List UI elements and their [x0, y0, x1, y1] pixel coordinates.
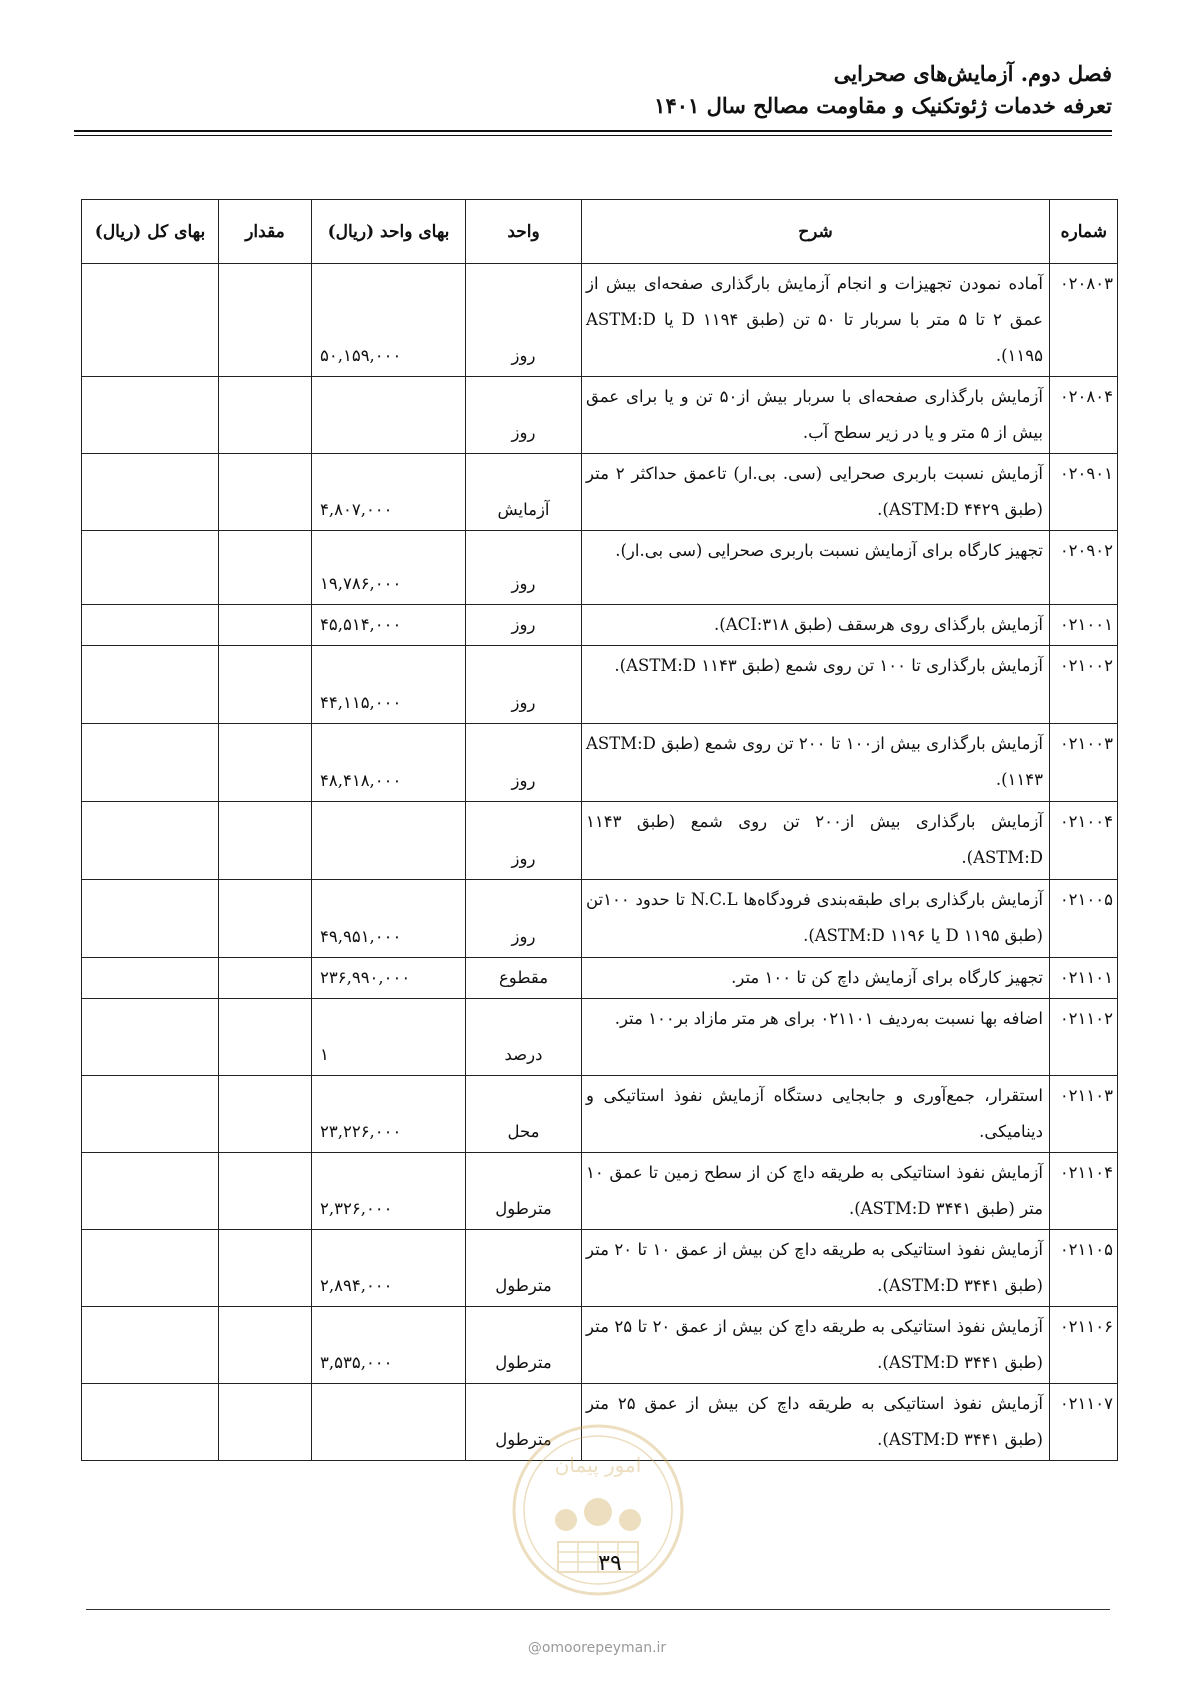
- row-quantity: [219, 724, 312, 802]
- row-code: ۰۲۱۱۰۲: [1050, 999, 1118, 1076]
- footer-rule: [86, 1609, 1110, 1610]
- row-code: ۰۲۱۱۰۷: [1050, 1384, 1118, 1461]
- row-description: آزمایش نفوذ استاتیکی به طریقه داچ کن بیش از عمق ۱۰ تا ۲۰ متر (طبق ASTM:D ۳۴۴۱).: [582, 1230, 1050, 1307]
- row-unit-price: ۲۳۶,۹۹۰,۰۰۰: [312, 958, 466, 999]
- row-quantity: [219, 802, 312, 880]
- row-unit-price: ۱۹,۷۸۶,۰۰۰: [312, 531, 466, 605]
- row-unit: روز: [466, 802, 582, 880]
- row-total-price: [82, 1307, 219, 1384]
- row-unit: آزمایش: [466, 454, 582, 531]
- row-code: ۰۲۰۸۰۳: [1050, 264, 1118, 377]
- table-row: [82, 264, 1118, 377]
- row-quantity: [219, 880, 312, 958]
- row-code: ۰۲۱۰۰۳: [1050, 724, 1118, 802]
- row-unit: مترطول: [466, 1153, 582, 1230]
- row-quantity: [219, 646, 312, 724]
- table-row: [82, 724, 1118, 802]
- page-number: ۳۹: [598, 1551, 622, 1576]
- row-quantity: [219, 1153, 312, 1230]
- header-rule: [74, 130, 1112, 132]
- row-total-price: [82, 999, 219, 1076]
- row-unit-price: ۲,۳۲۶,۰۰۰: [312, 1153, 466, 1230]
- row-quantity: [219, 454, 312, 531]
- col-header-unit-price: بهای واحد (ریال): [312, 200, 466, 264]
- table-header-row: [82, 200, 1118, 264]
- table-row: [82, 605, 1118, 646]
- row-unit-price: ۲۳,۲۲۶,۰۰۰: [312, 1076, 466, 1153]
- row-unit: مترطول: [466, 1307, 582, 1384]
- col-header-code: شماره: [1050, 200, 1118, 264]
- row-description: تجهیز کارگاه برای آزمایش داچ کن تا ۱۰۰ متر.: [582, 958, 1050, 999]
- table-row: [82, 454, 1118, 531]
- row-code: ۰۲۱۱۰۱: [1050, 958, 1118, 999]
- row-total-price: [82, 1076, 219, 1153]
- row-total-price: [82, 1384, 219, 1461]
- row-quantity: [219, 1076, 312, 1153]
- row-total-price: [82, 646, 219, 724]
- row-unit-price: ۵۰,۱۵۹,۰۰۰: [312, 264, 466, 377]
- tariff-table: [81, 199, 1118, 1461]
- row-unit: مقطوع: [466, 958, 582, 999]
- row-quantity: [219, 1230, 312, 1307]
- row-code: ۰۲۱۰۰۲: [1050, 646, 1118, 724]
- website-watermark: @omoorepeyman.ir: [527, 1640, 667, 1656]
- row-unit-price: ۱: [312, 999, 466, 1076]
- table-row: [82, 377, 1118, 454]
- row-unit-price: [312, 802, 466, 880]
- row-unit-price: ۴۹,۹۵۱,۰۰۰: [312, 880, 466, 958]
- row-unit-price: ۴۵,۵۱۴,۰۰۰: [312, 605, 466, 646]
- row-description: آزمایش بارگذاری برای طبقه‌بندی فرودگاه‌ها N.C.L تا حدود ۱۰۰تن (طبق ۱۱۹۵ D یا ۱۱۹۶ ASTM:D).: [582, 880, 1050, 958]
- row-unit: روز: [466, 646, 582, 724]
- row-unit: روز: [466, 605, 582, 646]
- row-code: ۰۲۱۰۰۱: [1050, 605, 1118, 646]
- table-row: [82, 880, 1118, 958]
- row-unit: روز: [466, 724, 582, 802]
- row-code: ۰۲۰۹۰۲: [1050, 531, 1118, 605]
- row-total-price: [82, 605, 219, 646]
- row-code: ۰۲۰۸۰۴: [1050, 377, 1118, 454]
- col-header-quantity: مقدار: [219, 200, 312, 264]
- row-unit: روز: [466, 264, 582, 377]
- row-unit: محل: [466, 1076, 582, 1153]
- row-code: ۰۲۰۹۰۱: [1050, 454, 1118, 531]
- row-unit: روز: [466, 531, 582, 605]
- row-code: ۰۲۱۱۰۴: [1050, 1153, 1118, 1230]
- row-quantity: [219, 999, 312, 1076]
- row-code: ۰۲۱۱۰۵: [1050, 1230, 1118, 1307]
- row-unit: روز: [466, 880, 582, 958]
- page-header: [654, 58, 1112, 122]
- row-total-price: [82, 264, 219, 377]
- row-code: ۰۲۱۰۰۴: [1050, 802, 1118, 880]
- row-total-price: [82, 880, 219, 958]
- row-description: آماده نمودن تجهیزات و انجام آزمایش بارگذاری صفحه‌ای بیش از عمق ۲ تا ۵ متر با سربار تا ۵۰ تن (طبق ۱۱۹۴ D یا ASTM:D ۱۱۹۵).: [582, 264, 1050, 377]
- row-total-price: [82, 958, 219, 999]
- table-row: [82, 999, 1118, 1076]
- table-row: [82, 1307, 1118, 1384]
- row-total-price: [82, 1230, 219, 1307]
- col-header-unit: واحد: [466, 200, 582, 264]
- table-row: [82, 1076, 1118, 1153]
- table-row: [82, 1230, 1118, 1307]
- row-unit-price: ۴۴,۱۱۵,۰۰۰: [312, 646, 466, 724]
- row-unit: روز: [466, 377, 582, 454]
- row-total-price: [82, 802, 219, 880]
- row-description: آزمایش نفوذ استاتیکی به طریقه داچ کن از سطح زمین تا عمق ۱۰ متر (طبق ASTM:D ۳۴۴۱).: [582, 1153, 1050, 1230]
- seal-text: امور پیمان: [554, 1453, 642, 1477]
- row-quantity: [219, 377, 312, 454]
- document-title: تعرفه خدمات ژئوتکنیک و مقاومت مصالح سال ۱۴۰۱: [654, 93, 1112, 118]
- table-row: [82, 1153, 1118, 1230]
- row-total-price: [82, 454, 219, 531]
- table-row: [82, 958, 1118, 999]
- row-unit: مترطول: [466, 1384, 582, 1461]
- row-description: آزمایش بارگذای روی هرسقف (طبق ACI:۳۱۸).: [582, 605, 1050, 646]
- row-unit-price: ۳,۵۳۵,۰۰۰: [312, 1307, 466, 1384]
- row-description: آزمایش بارگذاری بیش از۱۰۰ تا ۲۰۰ تن روی شمع (طبق ASTM:D ۱۱۴۳).: [582, 724, 1050, 802]
- row-unit: درصد: [466, 999, 582, 1076]
- row-unit-price: ۴,۸۰۷,۰۰۰: [312, 454, 466, 531]
- table-row: [82, 531, 1118, 605]
- row-description: استقرار، جمع‌آوری و جابجایی دستگاه آزمایش نفوذ استاتیکی و دینامیکی.: [582, 1076, 1050, 1153]
- table-row: [82, 646, 1118, 724]
- row-total-price: [82, 1153, 219, 1230]
- row-unit-price: [312, 1384, 466, 1461]
- row-quantity: [219, 531, 312, 605]
- row-description: آزمایش بارگذاری تا ۱۰۰ تن روی شمع (طبق ۱۱۴۳ ASTM:D).: [582, 646, 1050, 724]
- row-description: تجهیز کارگاه برای آزمایش نسبت باربری صحرایی (سی بی.ار).: [582, 531, 1050, 605]
- row-description: آزمایش نفوذ استاتیکی به طریقه داچ کن بیش از عمق ۲۰ تا ۲۵ متر (طبق ASTM:D ۳۴۴۱).: [582, 1307, 1050, 1384]
- row-unit-price: ۲,۸۹۴,۰۰۰: [312, 1230, 466, 1307]
- row-quantity: [219, 605, 312, 646]
- header-rule-thin: [74, 135, 1112, 136]
- row-description: آزمایش بارگذاری بیش از۲۰۰ تن روی شمع (طبق ۱۱۴۳ ASTM:D).: [582, 802, 1050, 880]
- row-description: آزمایش بارگذاری صفحه‌ای با سربار بیش از۵۰ تن و یا برای عمق بیش از ۵ متر و یا در زیر سطح آب.: [582, 377, 1050, 454]
- row-quantity: [219, 264, 312, 377]
- row-total-price: [82, 377, 219, 454]
- row-quantity: [219, 958, 312, 999]
- row-quantity: [219, 1307, 312, 1384]
- row-code: ۰۲۱۰۰۵: [1050, 880, 1118, 958]
- col-header-total-price: بهای کل (ریال): [82, 200, 219, 264]
- row-quantity: [219, 1384, 312, 1461]
- row-code: ۰۲۱۱۰۶: [1050, 1307, 1118, 1384]
- row-description: آزمایش نسبت باربری صحرایی (سی. بی.ار) تاعمق حداکثر ۲ متر (طبق ASTM:D ۴۴۲۹).: [582, 454, 1050, 531]
- col-header-description: شرح: [582, 200, 1050, 264]
- row-description: اضافه بها نسبت به‌ردیف ۰۲۱۱۰۱ برای هر متر مازاد بر۱۰۰ متر.: [582, 999, 1050, 1076]
- row-unit: مترطول: [466, 1230, 582, 1307]
- row-unit-price: [312, 377, 466, 454]
- row-unit-price: ۴۸,۴۱۸,۰۰۰: [312, 724, 466, 802]
- row-total-price: [82, 724, 219, 802]
- row-code: ۰۲۱۱۰۳: [1050, 1076, 1118, 1153]
- chapter-title: فصل دوم. آزمایش‌های صحرایی: [833, 61, 1112, 86]
- row-total-price: [82, 531, 219, 605]
- row-description: آزمایش نفوذ استاتیکی به طریقه داچ کن بیش از عمق ۲۵ متر (طبق ASTM:D ۳۴۴۱).: [582, 1384, 1050, 1461]
- table-row: [82, 802, 1118, 880]
